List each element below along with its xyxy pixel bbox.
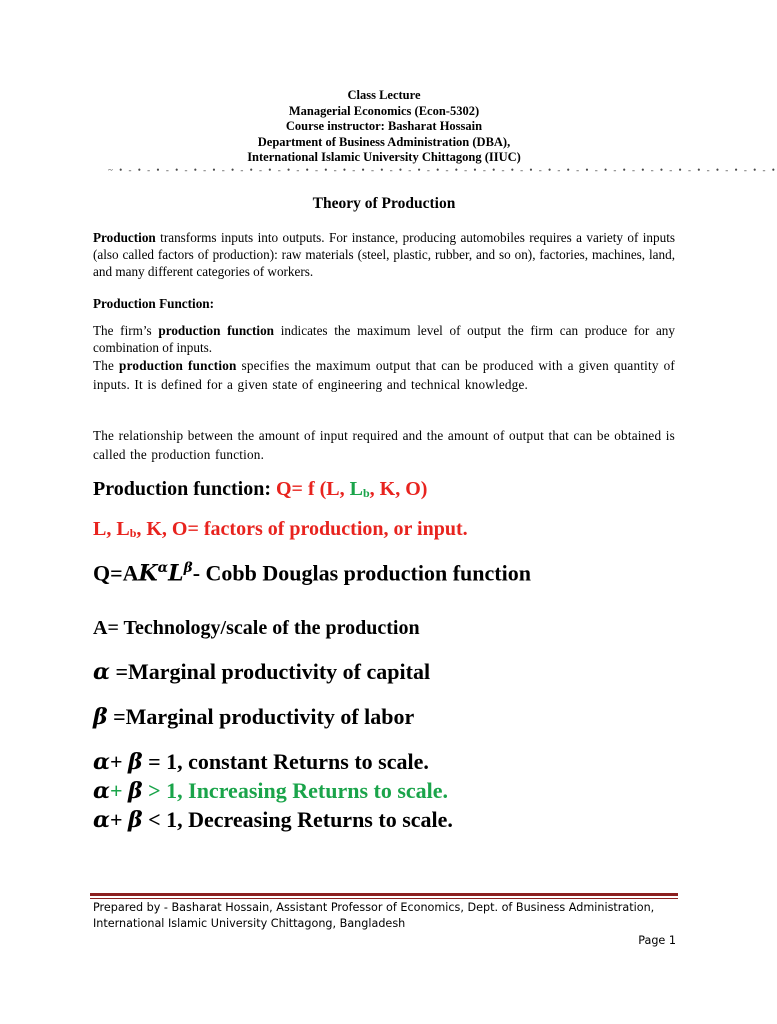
beta-text: =Marginal productivity of labor (107, 704, 415, 729)
formula-lb-base: L (349, 478, 363, 500)
header-course: Managerial Economics (Econ-5302) (288, 103, 480, 118)
page-footer (93, 900, 683, 932)
plus-sign: + (109, 778, 128, 803)
header-instructor: Course instructor: Basharat Hossain (285, 119, 483, 133)
para2-prefix: The firm’s (93, 323, 159, 338)
para3-term: production function (119, 358, 237, 373)
factors-l-sub: b (129, 526, 137, 540)
footer-divider-thin (90, 898, 678, 899)
footer-university-line: International Islamic University Chittagong, Bangladesh (93, 917, 406, 930)
footer-divider-thick (90, 893, 678, 896)
cobb-q: Q=A (93, 560, 139, 586)
beta-symbol: β (127, 807, 143, 833)
production-function-definition-paragraph (93, 356, 675, 394)
formula-o: , O) (395, 478, 428, 500)
production-function-formula (93, 478, 427, 501)
header-department: Department of Business Administration (DBA), (257, 134, 511, 149)
page-title: Theory of Production (312, 195, 456, 212)
para2-term: production function (158, 323, 275, 338)
cobb-k: K (138, 560, 158, 587)
production-description: transforms inputs into outputs. For instance, producing automobiles requires a variety of inputs (also called factors of production): raw materials (steel, plastic, rubber, and so on), factories, machines, land, and many different categories of workers. (93, 230, 675, 279)
formula-lb-sub: b (362, 486, 370, 500)
formula-label: Production function: (93, 478, 276, 500)
decreasing-returns-line (93, 807, 453, 833)
production-term: Production (93, 230, 156, 245)
production-paragraph (93, 229, 675, 280)
para2-text: indicates the maximum level of output the firm can produce for any combination of inputs. (93, 323, 675, 355)
alpha-symbol: α (93, 659, 110, 685)
formula-k: , K (369, 478, 396, 500)
relationship-paragraph: The relationship between the amount of input required and the amount of output that can be obtained is called the production function. (93, 428, 675, 462)
header-university: International Islamic University Chittagong (IIUC) (247, 150, 521, 164)
para3-prefix: The (93, 358, 120, 373)
factors-l: L, L (93, 518, 130, 540)
beta-symbol: β (127, 778, 143, 804)
increasing-returns-line (93, 778, 448, 804)
formula-q: Q= f (L, (275, 478, 350, 500)
decreasing-returns-text: < 1, Decreasing Returns to scale. (142, 807, 453, 832)
technology-definition: A= Technology/scale of the production (93, 617, 420, 639)
plus-sign: + (109, 807, 128, 832)
increasing-returns-text: > 1, Increasing Returns to scale. (142, 778, 449, 803)
cobb-douglas-formula (93, 560, 531, 586)
factors-text: , K, O= factors of production, or input. (136, 518, 468, 540)
production-function-heading: Production Function: (93, 296, 215, 311)
cobb-k-exponent: α (157, 560, 169, 576)
beta-definition (93, 704, 414, 730)
para3-text: specifies the maximum output that can be produced with a given quantity of inputs. It is defined for a given state of engineering and technical knowledge. (93, 358, 675, 392)
header-class-lecture: Class Lecture (347, 88, 421, 102)
cobb-label: - Cobb Douglas production function (192, 560, 531, 586)
alpha-symbol: α (93, 807, 110, 833)
decorative-dot-divider: ~ • - • - • - • - • - • - • - • - • - • - • - • - • - • - • - • - • - • - • - • - • - • - • - • - • - • - • - • - • - • - • - • - • - • - • - • (108, 165, 777, 175)
firm-production-function-paragraph (93, 322, 675, 356)
formula-lb (350, 478, 370, 500)
beta-symbol: β (127, 749, 143, 775)
beta-symbol: β (93, 704, 108, 730)
alpha-definition (93, 659, 430, 685)
alpha-text: =Marginal productivity of capital (109, 659, 431, 684)
plus-sign: + (109, 749, 128, 774)
lecture-header (0, 88, 768, 166)
cobb-l: L (168, 560, 184, 587)
cobb-l-exponent: β (183, 560, 193, 576)
footer-author-line: Prepared by - Basharat Hossain, Assistant Professor of Economics, Dept. of Business Administration, (93, 901, 655, 914)
alpha-symbol: α (93, 749, 110, 775)
constant-returns-text: = 1, constant Returns to scale. (142, 749, 429, 774)
alpha-symbol: α (93, 778, 110, 804)
page-number: Page 1 (638, 934, 676, 947)
factors-of-production-line (93, 518, 468, 541)
constant-returns-line (93, 749, 429, 775)
